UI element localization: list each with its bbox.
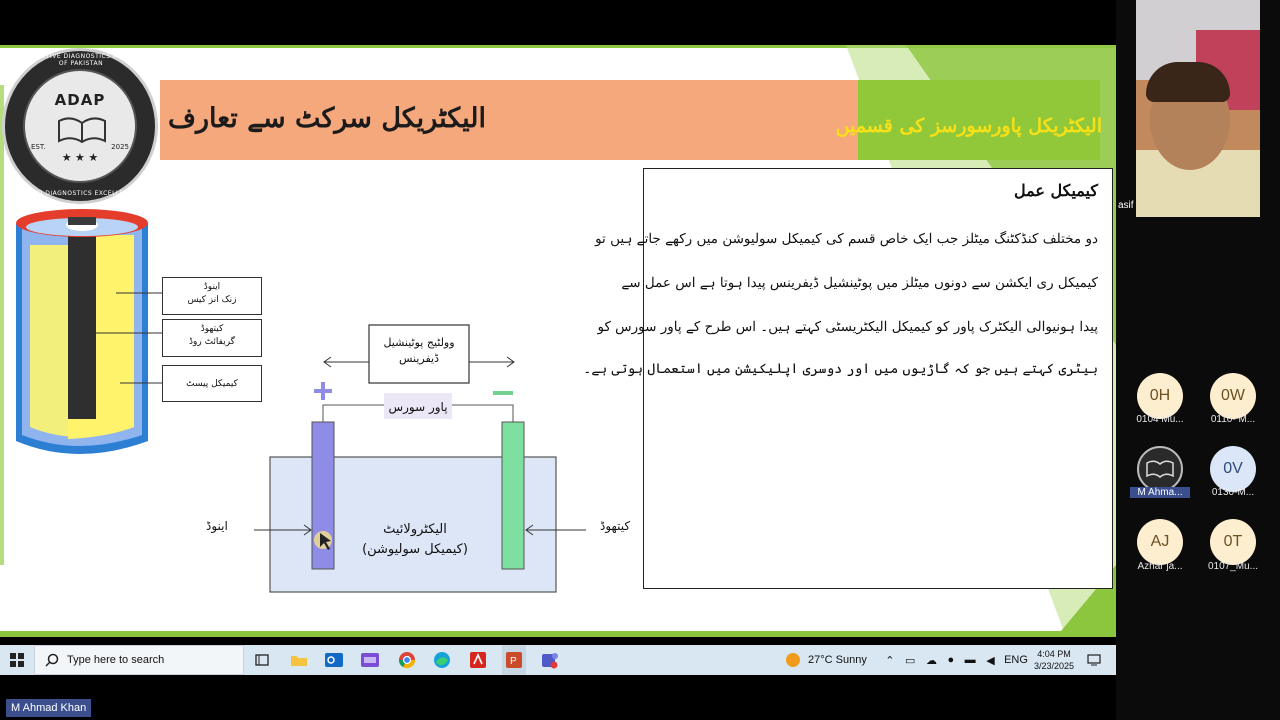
- slide-left-band: [0, 85, 4, 565]
- textbox-line-3: پیدا ہونیوالی الیکٹرک پاور کو کیمیکل الیکٹریسٹی کہتے ہیں۔ اس طرح کے پاور سورس کو: [597, 319, 1098, 335]
- file-explorer-icon[interactable]: [287, 645, 311, 675]
- participant-avatar-3[interactable]: [1137, 446, 1183, 492]
- logo-inner-seal: [23, 69, 137, 183]
- label-cathode-title: کیتھوڈ: [200, 324, 224, 334]
- cloud-icon[interactable]: ☁: [925, 654, 937, 667]
- label-anode-title: اینوڈ: [203, 282, 221, 292]
- search-placeholder: Type here to search: [67, 654, 165, 666]
- section-title: الیکٹریکل پاورسورسز کی قسمیں: [835, 115, 1102, 137]
- label-chemical-paste: کیمیکل پیسٹ: [162, 365, 262, 402]
- adap-logo: [2, 48, 158, 204]
- potential-line-2: ڈیفرینس: [399, 352, 439, 365]
- camera-person-hair: [1146, 62, 1230, 102]
- participant-avatar-1[interactable]: 0H: [1137, 373, 1183, 419]
- logo-ring-top-text: AUTOMOTIVE DIAGNOSTICS ACADEMY OF PAKISTAN: [16, 53, 146, 67]
- windows-icon: [10, 653, 24, 667]
- adap-avatar-icon: [1145, 459, 1175, 479]
- participant-avatar-5[interactable]: AJ: [1137, 519, 1183, 565]
- logo-ring-bottom-text: AUTO DIAGNOSTICS EXCELLENCE: [23, 190, 139, 197]
- participant-label-3: M Ahma...: [1130, 487, 1190, 498]
- participant-label-2: 0110- M...: [1210, 414, 1256, 425]
- stars-icon: ★ ★ ★: [61, 151, 99, 164]
- slide-title: الیکٹریکل سرکٹ سے تعارف: [168, 103, 487, 134]
- electrolyte-line-1: الیکٹرولائیٹ: [383, 522, 447, 537]
- participant-avatar-2[interactable]: 0W: [1210, 373, 1256, 419]
- presentation-slide: [0, 45, 1116, 637]
- participant-label-5: Azhar ja...: [1137, 561, 1183, 572]
- potential-difference-label: [369, 335, 469, 367]
- textbox-line-1: دو مختلف کنڈکٹنگ میٹلز جب ایک خاص قسم کی کیمیکل سولیوشن میں رکھے جاتے ہیں تو: [595, 231, 1098, 247]
- participant-avatar-4[interactable]: 0V: [1210, 446, 1256, 492]
- acrobat-icon[interactable]: [466, 645, 490, 675]
- logo-est: EST.: [31, 143, 46, 151]
- start-button[interactable]: [0, 645, 34, 675]
- clock[interactable]: [1030, 645, 1078, 675]
- notifications-icon[interactable]: [1082, 645, 1106, 675]
- search-icon: [45, 653, 59, 667]
- teams-icon[interactable]: [538, 645, 562, 675]
- microphone-icon[interactable]: ●: [947, 654, 955, 666]
- windows-taskbar: [0, 645, 1116, 675]
- participant-avatar-6[interactable]: 0T: [1210, 519, 1256, 565]
- weather-text: 27°C Sunny: [808, 654, 867, 666]
- battery-cutaway-illustration: [8, 205, 156, 465]
- electrolyte-line-2: (کیمیکل سولیوشن): [362, 542, 468, 557]
- book-icon: [57, 115, 107, 145]
- electrolyte-label: [360, 520, 470, 560]
- language-indicator[interactable]: ENG: [1004, 654, 1028, 666]
- electrochemical-cell-diagram: [190, 325, 640, 637]
- power-source-label: پاور سورس: [388, 400, 448, 414]
- chrome-icon[interactable]: [395, 645, 419, 675]
- participant-label-6: 0107_Mu...: [1207, 561, 1259, 572]
- cathode-label: کیتھوڈ: [600, 519, 631, 533]
- volume-icon[interactable]: ◀: [986, 654, 995, 667]
- clock-date: 3/23/2025: [1033, 661, 1075, 671]
- chevron-up-icon[interactable]: ⌃: [885, 654, 895, 667]
- edge-icon[interactable]: [430, 645, 454, 675]
- battery-icon[interactable]: ▬: [964, 654, 976, 666]
- label-anode-desc: زنک انز کیس: [187, 295, 237, 305]
- participant-label-4: 0130-M...: [1211, 487, 1255, 498]
- sun-icon: [786, 653, 800, 667]
- label-anode: [162, 277, 262, 315]
- system-tray[interactable]: [880, 645, 1000, 675]
- logo-name: ADAP: [54, 91, 106, 109]
- camera-feed-asif[interactable]: [1118, 0, 1260, 217]
- media-app-icon[interactable]: [358, 645, 382, 675]
- svg-text:P: P: [510, 656, 517, 667]
- label-cathode-desc: گریفائٹ روڈ: [189, 337, 235, 347]
- network-icon[interactable]: ▭: [905, 654, 916, 667]
- logo-year: 2025: [111, 143, 129, 151]
- camera-name-label: asif: [1118, 200, 1134, 211]
- taskbar-search-box[interactable]: [34, 645, 244, 675]
- textbox-heading: کیمیکل عمل: [1014, 181, 1098, 200]
- potential-line-1: وولٹیج پوٹینشیل: [383, 336, 455, 349]
- powerpoint-icon[interactable]: [502, 645, 526, 675]
- participant-label-1: 0104 Mu...: [1136, 414, 1184, 425]
- textbox-line-2: کیمیکل ری ایکشن سے دونوں میٹلز میں پوٹینشیل ڈیفرینس پیدا ہوتا ہے اس عمل سے: [621, 275, 1098, 291]
- clock-time: 4:04 PM: [1037, 649, 1071, 659]
- anode-label: اینوڈ: [206, 519, 228, 533]
- participants-panel: [1116, 0, 1280, 720]
- active-speaker-name: M Ahmad Khan: [6, 699, 91, 717]
- textbox-line-4: بیٹری کہتے ہیں جو کہ گاڑیوں میں اور دوسری اپلیکیشن میں استعمال ہوتی ہے۔: [583, 361, 1098, 377]
- task-view-icon[interactable]: [250, 645, 274, 675]
- weather-widget[interactable]: [786, 645, 876, 675]
- slide-bottom-stripe: [0, 631, 1116, 637]
- outlook-icon[interactable]: [322, 645, 346, 675]
